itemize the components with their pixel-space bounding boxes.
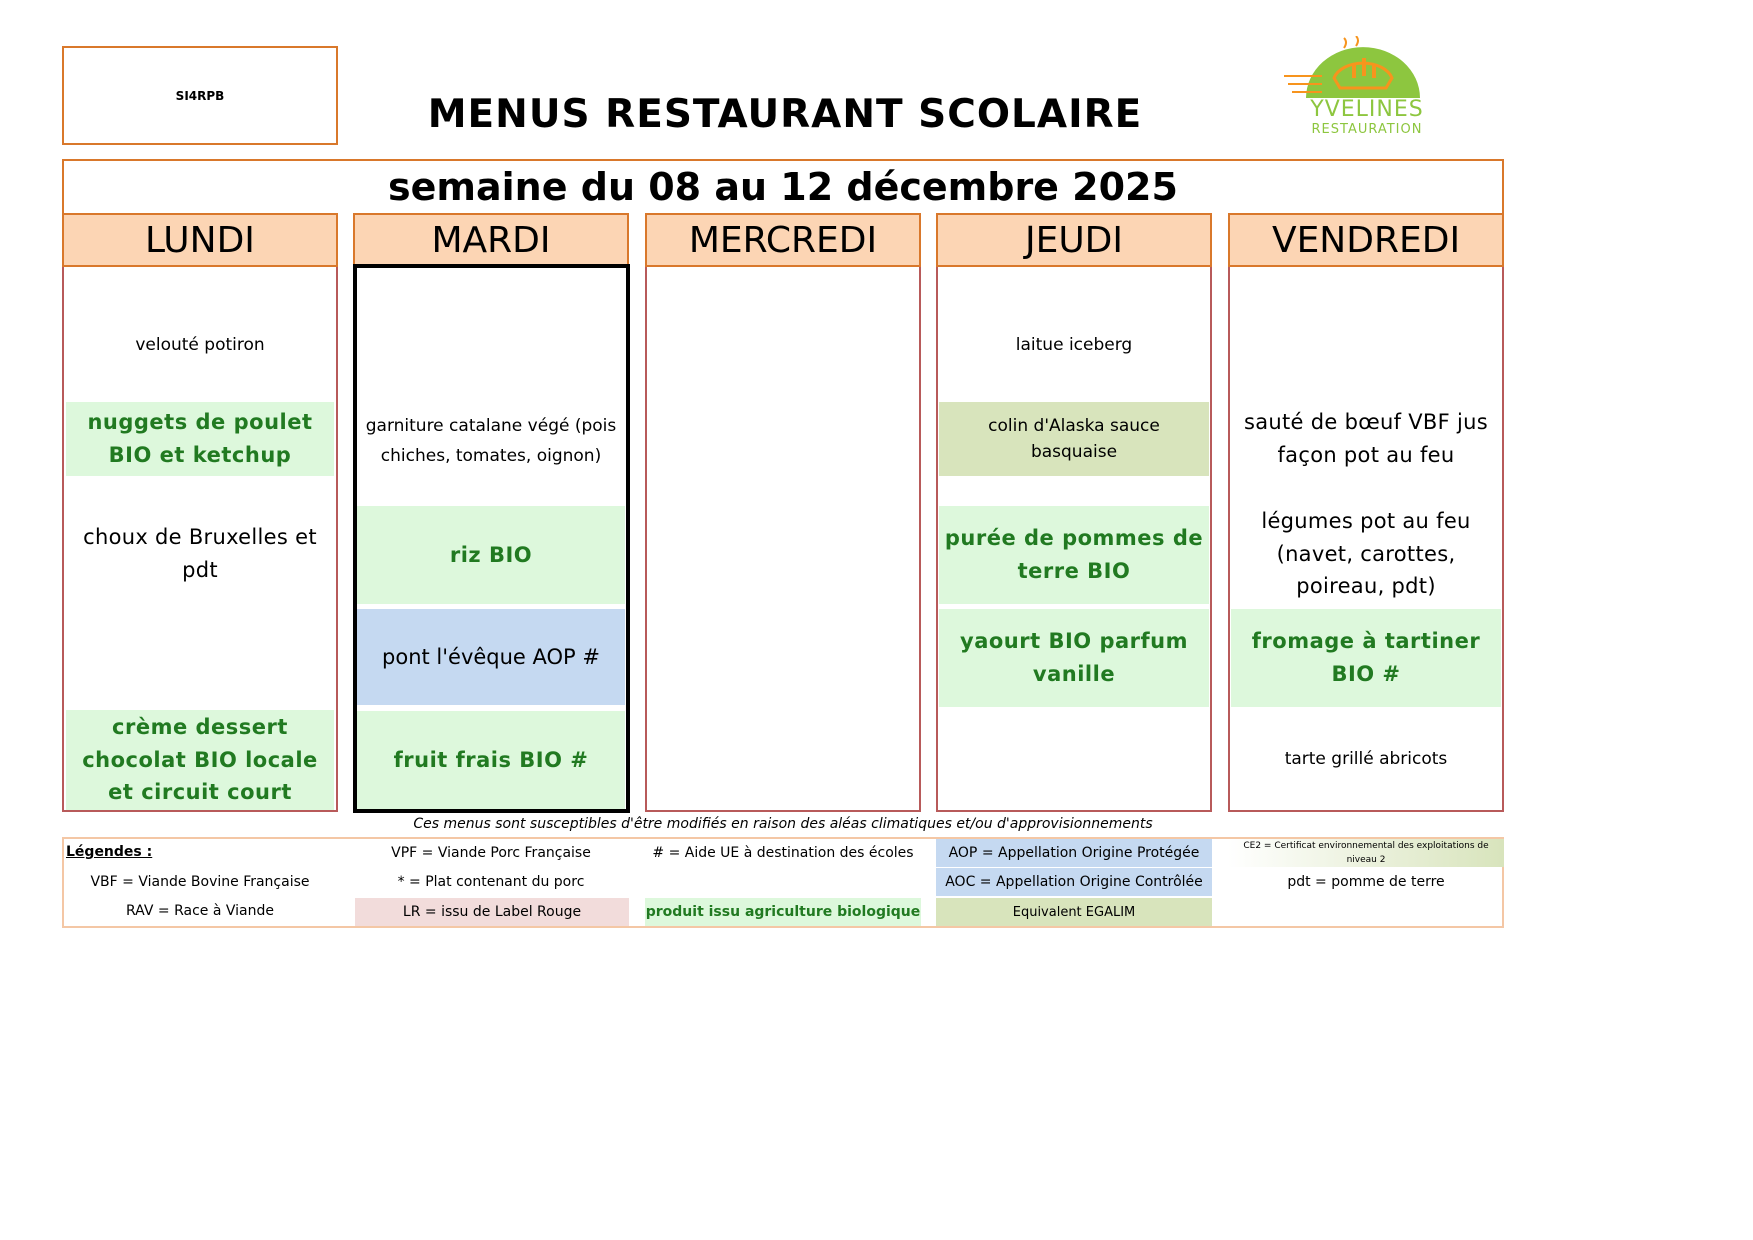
lundi-dessert: crème dessert chocolat BIO locale et circuit court	[66, 710, 334, 810]
legend-vpf: VPF = Viande Porc Française	[391, 845, 591, 861]
legend-pdt: pdt = pomme de terre	[1287, 874, 1445, 890]
mardi-accompagnement: riz BIO	[357, 506, 625, 604]
legend-rav: RAV = Race à Viande	[126, 903, 274, 919]
jeudi-plat: colin d'Alaska sauce basquaise	[939, 402, 1209, 476]
day-header-mercredi: MERCREDI	[645, 213, 921, 267]
jeudi-accompagnement: purée de pommes de terre BIO	[939, 506, 1209, 604]
week-title: semaine du 08 au 12 décembre 2025	[388, 165, 1178, 209]
page-title: MENUS RESTAURANT SCOLAIRE	[427, 91, 1143, 137]
yvelines-restauration-logo	[1282, 36, 1442, 140]
lundi-entree: velouté potiron	[135, 335, 265, 356]
vendredi-dessert: tarte grillé abricots	[1284, 749, 1448, 770]
jeudi-laitage: yaourt BIO parfum vanille	[939, 609, 1209, 707]
vendredi-plat: sauté de bœuf VBF jus façon pot au feu	[1244, 410, 1488, 467]
mardi-fromage: pont l'évêque AOP #	[357, 609, 625, 705]
mardi-plat: garniture catalane végé (pois chiches, tomates, oignon)	[365, 416, 617, 466]
logo-text-line1: YVELINES	[1310, 96, 1424, 122]
legend-aide-ue: # = Aide UE à destination des écoles	[652, 845, 914, 861]
day-header-jeudi: JEUDI	[936, 213, 1212, 267]
legend-aop: AOP = Appellation Origine Protégée	[936, 839, 1212, 867]
legend-label-rouge: LR = issu de Label Rouge	[355, 898, 629, 926]
lundi-accompagnement: choux de Bruxelles et pdt	[83, 525, 317, 582]
day-header-mardi: MARDI	[353, 213, 629, 267]
disclaimer-note: Ces menus sont susceptibles d'être modifiés en raison des aléas climatiques et/ou d'approvisionnements	[413, 816, 1153, 832]
legend-bio: produit issu agriculture biologique	[645, 898, 921, 926]
legend-title: Légendes :	[66, 844, 153, 860]
lundi-plat: nuggets de poulet BIO et ketchup	[66, 402, 334, 476]
legend-porc: * = Plat contenant du porc	[397, 874, 585, 890]
school-code-box	[62, 46, 338, 145]
vendredi-fromage: fromage à tartiner BIO #	[1231, 609, 1501, 707]
legend-egalim: Equivalent EGALIM	[936, 898, 1212, 926]
legend-vbf: VBF = Viande Bovine Française	[90, 874, 310, 890]
mardi-highlight-frame	[353, 264, 630, 813]
vendredi-accompagnement: légumes pot au feu (navet, carottes, poireau, pdt)	[1261, 509, 1471, 599]
school-code: SI4RPB	[175, 88, 225, 103]
column-mercredi	[645, 265, 921, 812]
mardi-dessert: fruit frais BIO #	[357, 711, 625, 809]
logo-text-line2: RESTAURATION	[1311, 121, 1423, 137]
legend-aoc: AOC = Appellation Origine Contrôlée	[936, 868, 1212, 896]
jeudi-entree: laitue iceberg	[1015, 335, 1133, 356]
day-header-vendredi: VENDREDI	[1228, 213, 1504, 267]
legend-ce2: CE2 = Certificat environnemental des exploitations de niveau 2	[1228, 839, 1504, 867]
day-header-lundi: LUNDI	[62, 213, 338, 267]
